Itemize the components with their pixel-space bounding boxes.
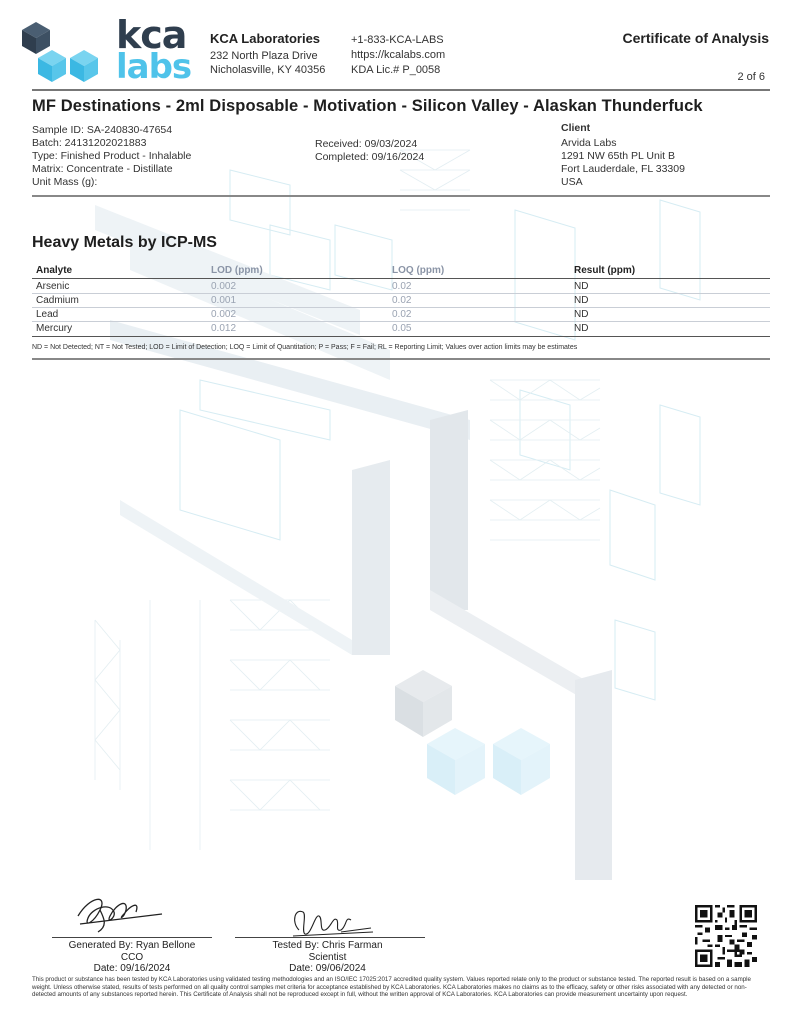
table-header-loq: LOQ (ppm)	[392, 265, 445, 276]
batch-number: Batch: 24131202021883	[32, 137, 147, 149]
logo-wordmark-labs: labs	[116, 47, 192, 87]
product-title: MF Destinations - 2ml Disposable - Motivation - Silicon Valley - Alaskan Thunderfuck	[32, 97, 703, 115]
lod-value: 0.002	[211, 281, 237, 292]
logo-wordmark-kca: kca	[116, 13, 187, 57]
sample-type: Type: Finished Product - Inhalable	[32, 150, 192, 162]
section-title: Heavy Metals by ICP-MS	[32, 234, 217, 251]
generated-by-title: CCO	[120, 951, 144, 963]
client-address2: Fort Lauderdale, FL 33309	[561, 163, 685, 175]
header-divider	[32, 89, 770, 91]
generated-by-date: Date: 09/16/2024	[93, 963, 171, 974]
lab-license: KDA Lic.# P_0058	[351, 64, 441, 76]
lab-address-line1: 232 North Plaza Drive	[210, 50, 318, 62]
analyte-name: Arsenic	[36, 281, 70, 292]
row-divider	[32, 307, 770, 308]
lod-value: 0.012	[211, 323, 237, 334]
lab-website-link[interactable]: https://kcalabs.com	[351, 49, 446, 61]
tested-by-date: Date: 09/06/2024	[289, 963, 366, 974]
table-footnote: ND = Not Detected; NT = Not Tested; LOD = Limit of Detection; LOQ = Limit of Quantitation; P = Pass; F = Fail; RL = Reporting Limit; Values over action limits may be estimates	[32, 344, 578, 351]
kca-labs-logo-icon	[20, 18, 110, 84]
analyte-name: Cadmium	[36, 295, 79, 306]
page-number: 2 of 6	[737, 71, 765, 83]
unit-mass: Unit Mass (g):	[32, 176, 98, 188]
lod-value: 0.002	[211, 309, 237, 320]
signature-ryan-bellone	[70, 888, 170, 938]
sample-matrix: Matrix: Concentrate - Distillate	[32, 163, 173, 175]
client-address1: 1291 NW 65th PL Unit B	[561, 150, 676, 162]
qr-code-icon[interactable]	[695, 905, 757, 967]
table-header-rule	[32, 278, 770, 279]
legal-disclaimer: This product or substance has been tested by KCA Laboratories using validated testing methodologies and an ISO/IEC 17025:2017 accredited quality system. Values reported relate only to the product or substance tested. The reported result is based on a sample weight. Unless otherwise stated, results of tests performed on all quality control samples met criteria for acceptance established by KCA Laboratories. KCA Laboratories makes no claims as to the efficacy, safety or other risks associated with any detected or non-detected amounts of any substances reported herein. This Certificate of Analysis shall not be reproduced except in full, without the written approval of KCA Laboratories. KCA Laboratories can provide measurement uncertainty upon request.	[32, 976, 751, 999]
loq-value: 0.02	[392, 295, 412, 306]
sample-id: Sample ID: SA-240830-47654	[32, 124, 173, 136]
lab-address-line2: Nicholasville, KY 40356	[210, 64, 326, 76]
received-date: Received: 09/03/2024	[315, 138, 418, 150]
lab-phone: +1-833-KCA-LABS	[351, 34, 444, 46]
tested-by-name: Tested By: Chris Farman	[272, 940, 383, 951]
row-divider	[32, 293, 770, 294]
table-header-result: Result (ppm)	[574, 265, 636, 276]
row-divider	[32, 321, 770, 322]
generated-by-block	[52, 940, 212, 975]
table-bottom-rule	[32, 336, 770, 337]
client-heading: Client	[561, 122, 591, 134]
result-value: ND	[574, 295, 589, 306]
result-value: ND	[574, 309, 589, 320]
tested-by-title: Scientist	[308, 951, 347, 963]
tested-by-block	[245, 940, 410, 975]
signature-line	[52, 937, 212, 938]
table-header-lod: LOD (ppm)	[211, 265, 263, 276]
result-value: ND	[574, 281, 589, 292]
lab-name: KCA Laboratories	[210, 31, 321, 46]
analyte-name: Lead	[36, 309, 59, 320]
loq-value: 0.02	[392, 309, 412, 320]
generated-by-name: Generated By: Ryan Bellone	[68, 940, 196, 951]
info-divider	[32, 195, 770, 197]
section-divider	[32, 358, 770, 360]
client-country: USA	[561, 176, 583, 188]
result-value: ND	[574, 323, 589, 334]
loq-value: 0.02	[392, 281, 412, 292]
table-header-analyte: Analyte	[36, 265, 73, 276]
document-title: Certificate of Analysis	[622, 30, 769, 46]
signature-chris-farman	[285, 902, 375, 942]
lod-value: 0.001	[211, 295, 237, 306]
signature-line	[235, 937, 425, 938]
analyte-name: Mercury	[36, 323, 73, 334]
completed-date: Completed: 09/16/2024	[315, 151, 425, 163]
client-name: Arvida Labs	[561, 137, 617, 149]
loq-value: 0.05	[392, 323, 412, 334]
